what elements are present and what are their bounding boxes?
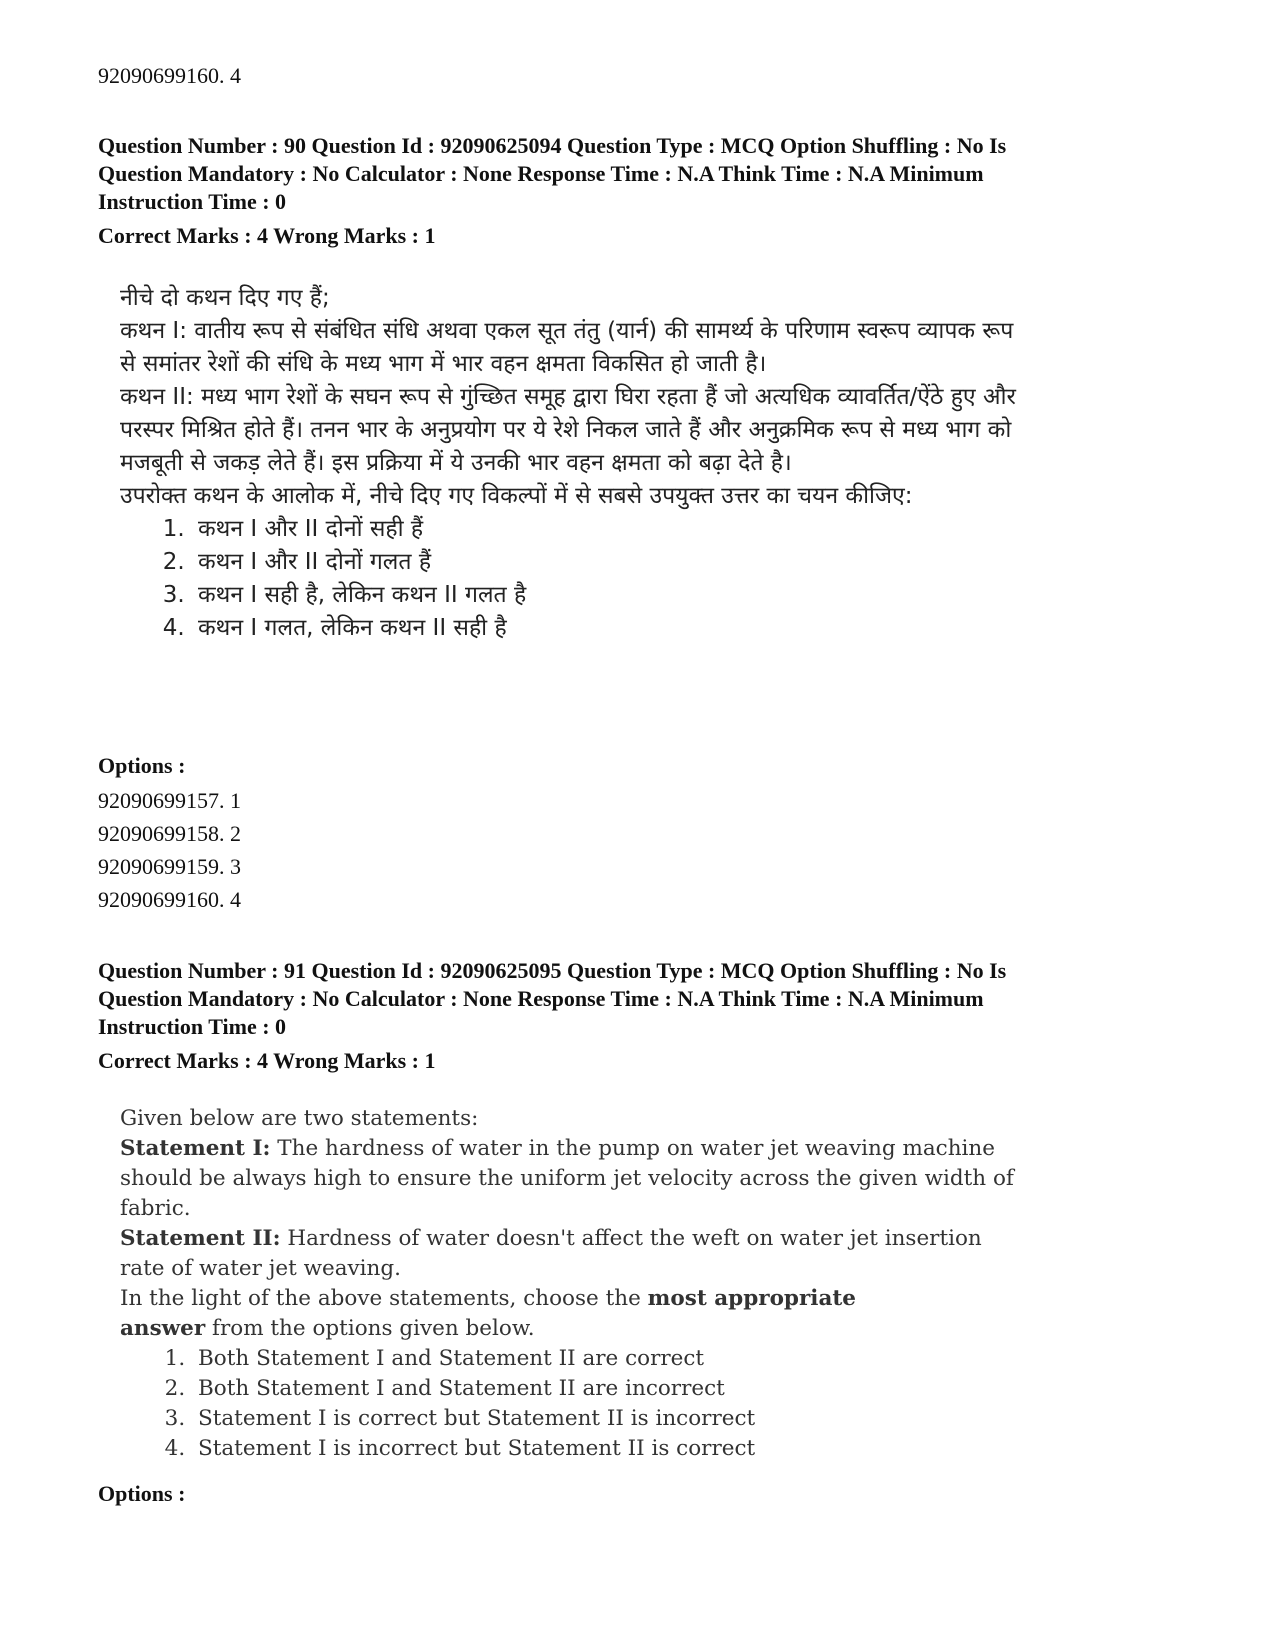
choice-item: 2. कथन I और II दोनों गलत हैं [192, 546, 1020, 579]
choice-list [120, 1344, 1020, 1464]
question-marks: Correct Marks : 4 Wrong Marks : 1 [98, 223, 436, 248]
previous-option-line: 92090699160. 4 [98, 63, 241, 88]
choice-list [120, 513, 1020, 645]
statement-1: कथन I: वातीय रूप से संबंधित संधि अथवा एकल सूत तंतु (यार्न) की सामर्थ्य के परिणाम स्वरूप व्यापक रूप से समांतर रेशों की संधि के मध्य भाग में भार वहन क्षमता विकसित हो जाती है। [120, 318, 1014, 377]
question-intro: Given below are two statements: [120, 1106, 479, 1131]
question-meta-line: Instruction Time : 0 [98, 189, 287, 214]
choice-item: 2. Both Statement I and Statement II are incorrect [192, 1374, 1020, 1404]
question-meta-line: Question Number : 91 Question Id : 92090625095 Question Type : MCQ Option Shuffling : No Is [98, 958, 1007, 983]
question-meta-line: Question Number : 90 Question Id : 92090625094 Question Type : MCQ Option Shuffling : No Is [98, 133, 1007, 158]
option-line: 92090699157. 1 [98, 788, 241, 813]
question-meta-line: Question Mandatory : No Calculator : None Response Time : N.A Think Time : N.A Minimum [98, 986, 984, 1011]
statement-2 [120, 1224, 1020, 1284]
choice-item: 3. कथन I सही है, लेकिन कथन II गलत है [192, 579, 1020, 612]
options-label: Options : [98, 1481, 186, 1506]
option-line: 92090699158. 2 [98, 821, 241, 846]
statement-1-label: Statement I: [120, 1136, 271, 1161]
question-90-header [98, 132, 1198, 250]
statement-2-text: Hardness of water doesn't affect the weft on water jet insertion rate of water jet weaving. [120, 1226, 982, 1281]
question-meta-line: Question Mandatory : No Calculator : None Response Time : N.A Think Time : N.A Minimum [98, 161, 984, 186]
instruction-text: In the light of the above statements, choose the [120, 1286, 648, 1311]
statement-1 [120, 1134, 1020, 1224]
choice-item: 4. Statement I is incorrect but Statement II is correct [192, 1434, 1020, 1464]
option-line: 92090699160. 4 [98, 887, 241, 912]
question-91-header [98, 957, 1198, 1075]
statement-1-text: The hardness of water in the pump on water jet weaving machine should be always high to ensure the uniform jet velocity across the given width of fabric. [120, 1136, 1014, 1221]
instruction-text: from the options given below. [205, 1316, 535, 1341]
question-instruction: उपरोक्त कथन के आलोक में, नीचे दिए गए विकल्पों में से सबसे उपयुक्त उत्तर का चयन कीजिए: [120, 483, 913, 509]
statement-2: कथन II: मध्य भाग रेशों के सघन रूप से गुंच्छित समूह द्वारा घिरा रहता हैं जो अत्यधिक व्यावर्तित/ऐंठे हुए और परस्पर मिश्रित होते हैं। तनन भार के अनुप्रयोग पर ये रेशे निकल जाते हैं और अनुक्रमिक रूप से मध्य भाग को मजबूती से जकड़ लेते हैं। इस प्रक्रिया में ये उनकी भार वहन क्षमता को बढ़ा देते है। [120, 384, 1016, 476]
choice-item: 4. कथन I गलत, लेकिन कथन II सही है [192, 612, 1020, 645]
choice-item: 1. कथन I और II दोनों सही हैं [192, 513, 1020, 546]
option-line: 92090699159. 3 [98, 854, 241, 879]
statement-2-label: Statement II: [120, 1226, 281, 1251]
instruction-emphasis: answer [120, 1316, 206, 1341]
choice-item: 3. Statement I is correct but Statement II is incorrect [192, 1404, 1020, 1434]
options-label: Options : [98, 753, 186, 778]
question-intro: नीचे दो कथन दिए गए हैं; [120, 285, 330, 311]
question-meta-line: Instruction Time : 0 [98, 1014, 287, 1039]
choice-item: 1. Both Statement I and Statement II are correct [192, 1344, 1020, 1374]
question-91-body [120, 1104, 1020, 1464]
question-90-options [98, 752, 1198, 916]
question-90-body [120, 282, 1020, 645]
instruction-emphasis: most appropriate [647, 1286, 856, 1311]
question-91-options [98, 1480, 1198, 1508]
question-marks: Correct Marks : 4 Wrong Marks : 1 [98, 1048, 436, 1073]
question-instruction [120, 1284, 1020, 1344]
